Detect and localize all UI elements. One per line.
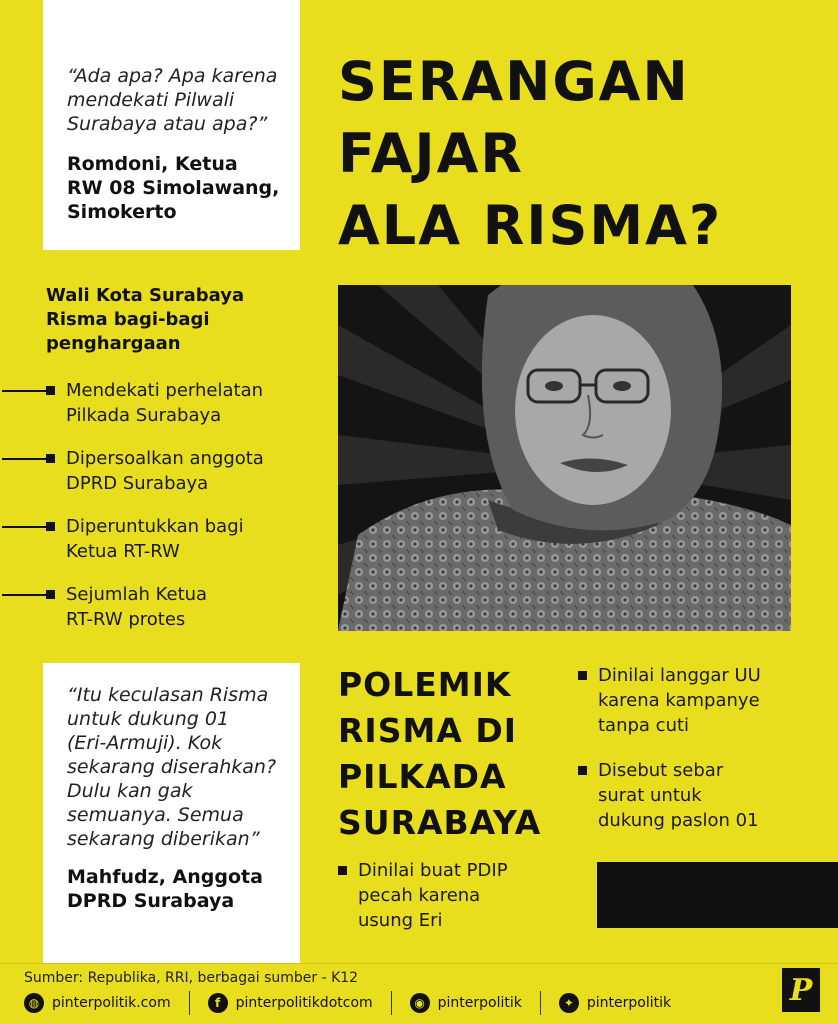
separator — [540, 991, 541, 1015]
connector-line — [2, 594, 46, 596]
quote-top-author: Romdoni, Ketua RW 08 Simolawang, Simokerto — [67, 153, 280, 223]
separator — [189, 991, 190, 1015]
footer-divider — [0, 963, 838, 964]
quote-bottom-text: “Itu keculasan Risma untuk dukung 01 (Eri-Armuji). Kok sekarang diserahkan? Dulu kan gak semuanya. Semua sekarang diberikan” — [67, 684, 277, 850]
social-instagram-label: pinterpolitik — [437, 995, 522, 1011]
photo-panel — [338, 285, 791, 631]
award-heading: Wali Kota Surabaya Risma bagi-bagi penghargaan — [46, 285, 245, 354]
bullet-square-icon — [46, 454, 55, 463]
bullet-square-icon — [578, 671, 587, 680]
social-twitter-label: pinterpolitik — [586, 995, 672, 1011]
black-block — [597, 862, 838, 928]
quote-box-top — [43, 0, 300, 250]
social-twitter[interactable] — [559, 993, 671, 1013]
polemik-item-3: Disebut sebar surat untuk dukung paslon 01 — [578, 758, 818, 833]
polemik-item-1: Dinilai buat PDIP pecah karena usung Eri — [338, 858, 578, 933]
award-item-2: Dipersoalkan anggota DPRD Surabaya — [46, 446, 306, 514]
title-line-2: FAJAR — [338, 122, 524, 185]
social-facebook-label: pinterpolitikdotcom — [235, 995, 373, 1011]
facebook-icon: f — [208, 993, 228, 1013]
polemik-left-list — [338, 858, 578, 933]
social-website-label: pinterpolitik.com — [52, 995, 171, 1011]
polemik-item-2: Dinilai langgar UU karena kampanye tanpa cuti — [578, 663, 818, 738]
logo-letter: P — [789, 972, 813, 1008]
globe-icon: ◍ — [24, 993, 44, 1013]
connector-line — [2, 526, 46, 528]
polemik-heading: POLEMIK RISMA DI PILKADA SURABAYA — [338, 665, 542, 842]
title-line-1: SERANGAN — [338, 50, 690, 113]
bullet-square-icon — [46, 590, 55, 599]
bullet-square-icon — [578, 766, 587, 775]
bullet-square-icon — [46, 386, 55, 395]
connector-line — [2, 458, 46, 460]
social-website[interactable] — [24, 993, 171, 1013]
instagram-icon: ◉ — [410, 993, 430, 1013]
polemik-right-list — [578, 663, 818, 833]
connector-line — [2, 390, 46, 392]
quote-box-bottom — [43, 663, 300, 963]
quote-bottom-author: Mahfudz, Anggota DPRD Surabaya — [67, 866, 263, 912]
portrait-image — [338, 285, 791, 631]
page-title — [338, 46, 818, 262]
award-list — [46, 378, 306, 650]
quote-top-text: “Ada apa? Apa karena mendekati Pilwali Surabaya atau apa?” — [67, 65, 278, 135]
source-text: Sumber: Republika, RRI, berbagai sumber - K12 — [24, 970, 359, 986]
award-item-1: Mendekati perhelatan Pilkada Surabaya — [46, 378, 306, 446]
bullet-square-icon — [46, 522, 55, 531]
social-instagram[interactable] — [410, 993, 522, 1013]
title-line-3: ALA RISMA? — [338, 194, 723, 257]
twitter-icon: ✦ — [559, 993, 579, 1013]
award-item-3: Diperuntukkan bagi Ketua RT-RW — [46, 514, 306, 582]
bullet-square-icon — [338, 866, 347, 875]
pinterpolitik-logo — [782, 968, 820, 1012]
separator — [391, 991, 392, 1015]
award-item-4: Sejumlah Ketua RT-RW protes — [46, 582, 306, 650]
social-bar — [24, 990, 714, 1016]
social-facebook[interactable] — [208, 993, 373, 1013]
